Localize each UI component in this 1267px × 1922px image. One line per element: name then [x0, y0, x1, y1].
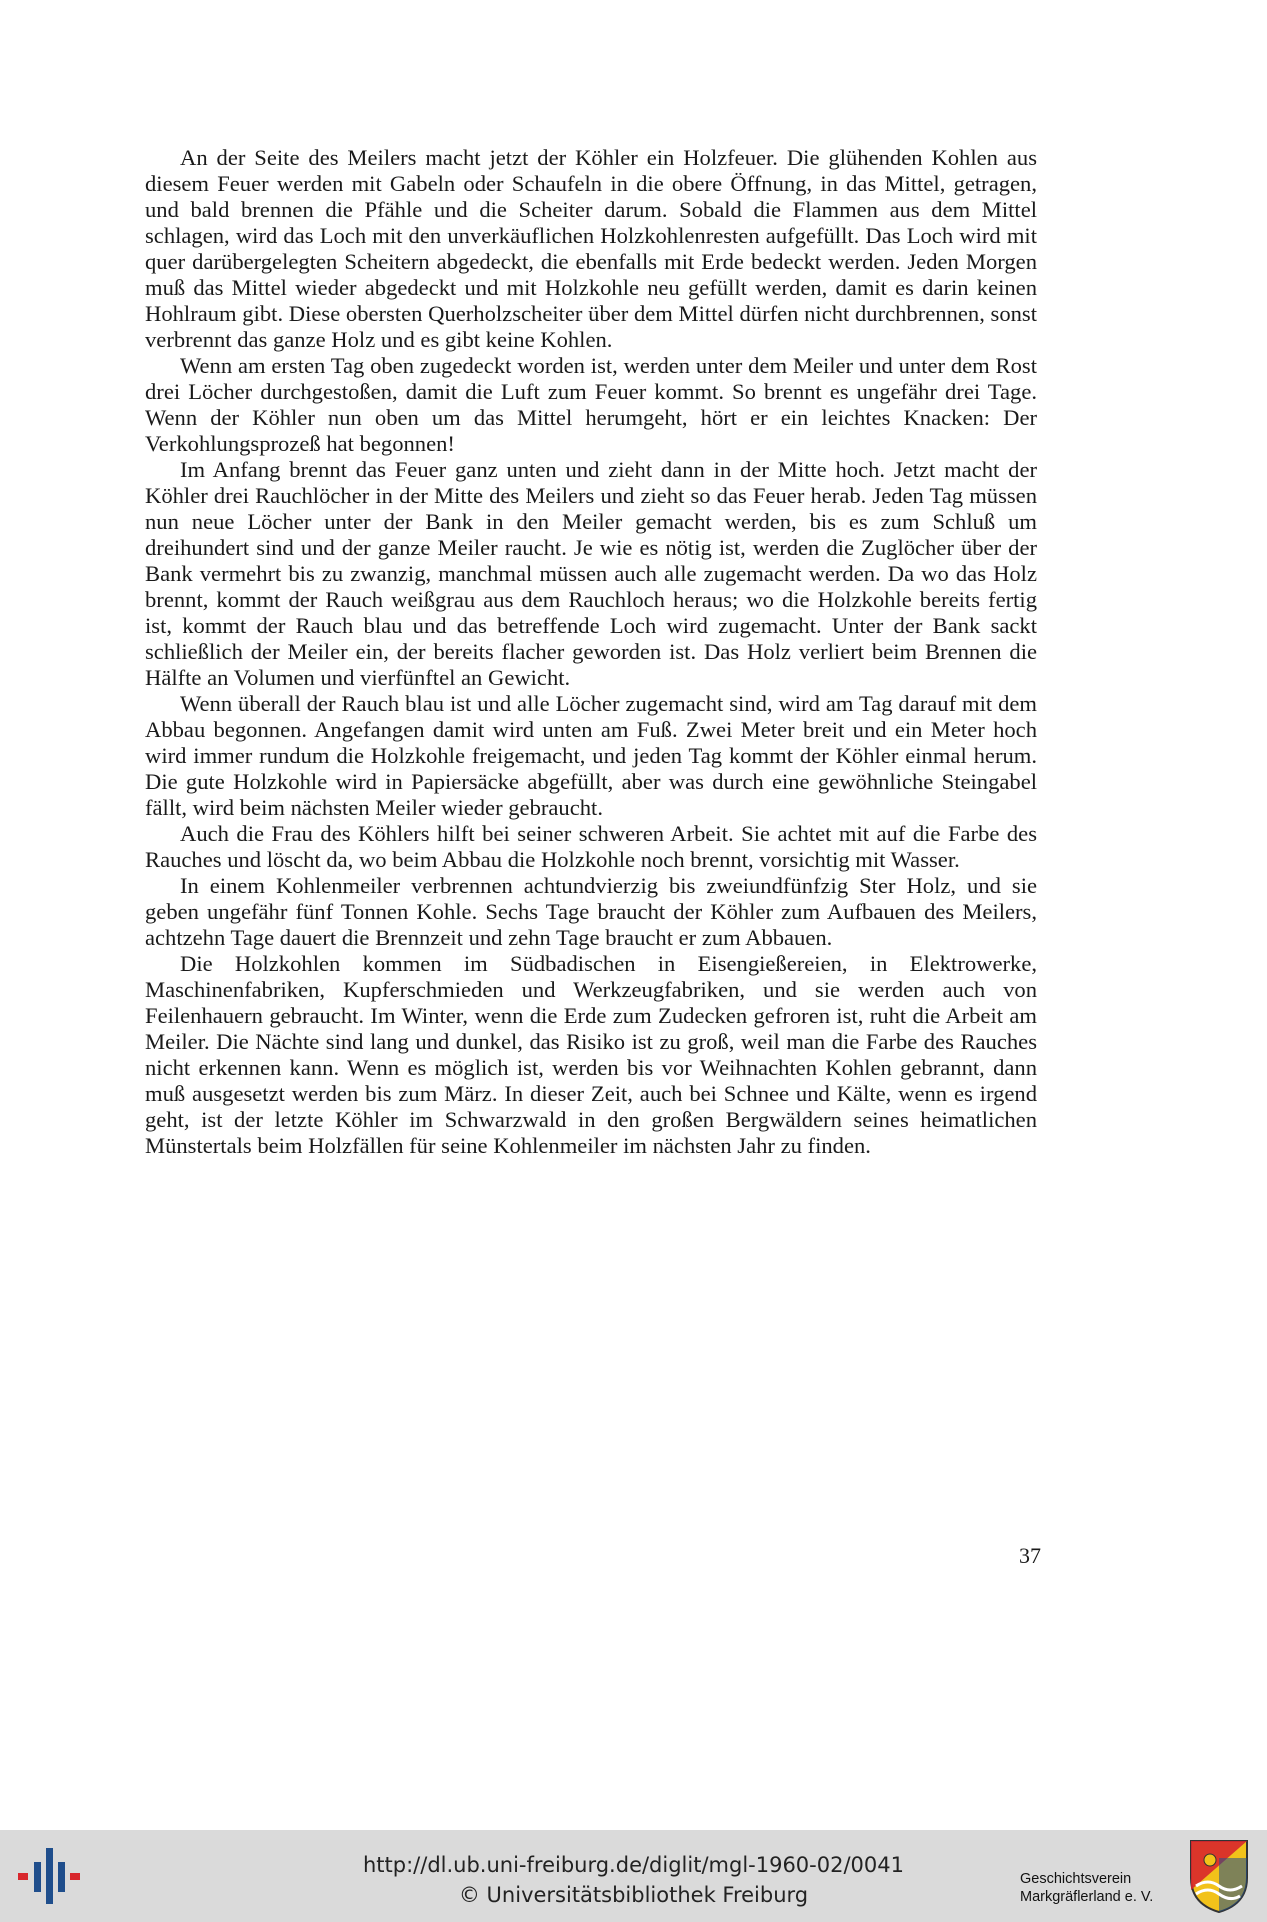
- footer-bar: [0, 1830, 1267, 1922]
- ub-freiburg-logo-icon[interactable]: [16, 1844, 82, 1908]
- paragraph: Auch die Frau des Köhlers hilft bei seiner schweren Arbeit. Sie achtet mit auf die Farbe des Rauches und löscht da, wo beim Abbau die Holzkohle noch brennt, vorsichtig mit Wasser.: [145, 821, 1037, 872]
- coat-of-arms-icon[interactable]: [1188, 1838, 1250, 1914]
- paragraph: Die Holzkohlen kommen im Südbadischen in Eisengießereien, in Elektrowerke, Maschinenfabriken, Kupferschmieden und Werkzeugfabriken, und sie werden auch von Feilenhauern gebraucht. Im Winter, wenn die Erde zum Zudecken gefroren ist, ruht die Arbeit am Meiler. Die Nächte sind lang und dunkel, das Risiko ist zu groß, weil man die Farbe des Rauches nicht erkennen kann. Wenn es möglich ist, werden bis vor Weihnachten Kohlen gebrannt, dann muß ausgesetzt werden bis zum März. In dieser Zeit, auch bei Schnee und Kälte, wenn es irgend geht, ist der letzte Köhler im Schwarzwald in den großen Bergwäldern seines heimatlichen Münstertals beim Holzfällen für seine Kohlenmeiler im nächsten Jahr zu finden.: [145, 951, 1037, 1158]
- source-url-link[interactable]: http://dl.ub.uni-freiburg.de/diglit/mgl-1960-02/0041: [362, 1853, 904, 1877]
- footer-center: [300, 1830, 967, 1908]
- copyright-text: © Universitätsbibliothek Freiburg: [458, 1883, 809, 1907]
- society-name-line2: Markgräflerland e. V.: [1020, 1889, 1154, 1905]
- society-name: [1020, 1870, 1180, 1906]
- paragraph: Im Anfang brennt das Feuer ganz unten und zieht dann in der Mitte hoch. Jetzt macht der Köhler drei Rauchlöcher in der Mitte des Meilers und zieht so das Feuer herab. Jeden Tag müssen nun neue Löcher unter der Bank in den Meiler gemacht werden, bis es zum Schluß um dreihundert sind und der ganze Meiler raucht. Je wie es nötig ist, werden die Zuglöcher über der Bank vermehrt bis zu zwanzig, manchmal müssen auch alle zugemacht werden. Da wo das Holz brennt, kommt der Rauch weißgrau aus dem Rauchloch heraus; wo die Holzkohle bereits fertig ist, kommt der Rauch blau und das betreffende Loch wird zugemacht. Unter der Bank sackt schließlich der Meiler ein, der bereits flacher geworden ist. Das Holz verliert beim Brennen die Hälfte an Volumen und vierfünftel an Gewicht.: [145, 457, 1037, 690]
- society-name-line1: Geschichtsverein: [1020, 1871, 1132, 1887]
- paragraph: In einem Kohlenmeiler verbrennen achtundvierzig bis zweiundfünfzig Ster Holz, und sie geben ungefähr fünf Tonnen Kohle. Sechs Tage braucht der Köhler zum Aufbauen des Meilers, achtzehn Tage dauert die Brennzeit und zehn Tage braucht er zum Abbauen.: [145, 873, 1037, 950]
- document-body: [145, 145, 1037, 1159]
- page-number: 37: [1019, 1543, 1041, 1568]
- paragraph: Wenn am ersten Tag oben zugedeckt worden ist, werden unter dem Meiler und unter dem Rost drei Löcher durchgestoßen, damit die Luft zum Feuer kommt. So brennt es ungefähr drei Tage. Wenn der Köhler nun oben um das Mittel herumgeht, hört er ein leichtes Knacken: Der Verkohlungsprozeß hat begonnen!: [145, 353, 1037, 456]
- paragraph: An der Seite des Meilers macht jetzt der Köhler ein Holzfeuer. Die glühenden Kohlen aus diesem Feuer werden mit Gabeln oder Schaufeln in die obere Öffnung, in das Mittel, getragen, und bald brennen die Pfähle und die Scheiter darum. Sobald die Flammen aus dem Mittel schlagen, wird das Loch mit den unverkäuflichen Holzkohlenresten aufgefüllt. Das Loch wird mit quer darübergelegten Scheitern abgedeckt, die ebenfalls mit Erde bedeckt werden. Jeden Morgen muß das Mittel wieder abgedeckt und mit Holzkohle neu gefüllt werden, damit es darin keinen Hohlraum gibt. Diese obersten Querholzscheiter über dem Mittel dürfen nicht durchbrennen, sonst verbrennt das ganze Holz und es gibt keine Kohlen.: [145, 145, 1037, 352]
- paragraph: Wenn überall der Rauch blau ist und alle Löcher zugemacht sind, wird am Tag darauf mit dem Abbau begonnen. Angefangen damit wird unten am Fuß. Zwei Meter breit und ein Meter hoch wird immer rundum die Holzkohle freigemacht, und jeden Tag kommt der Köhler einmal herum. Die gute Holzkohle wird in Papiersäcke abgefüllt, aber was durch eine gewöhnliche Steingabel fällt, wird beim nächsten Meiler wieder gebraucht.: [145, 691, 1037, 820]
